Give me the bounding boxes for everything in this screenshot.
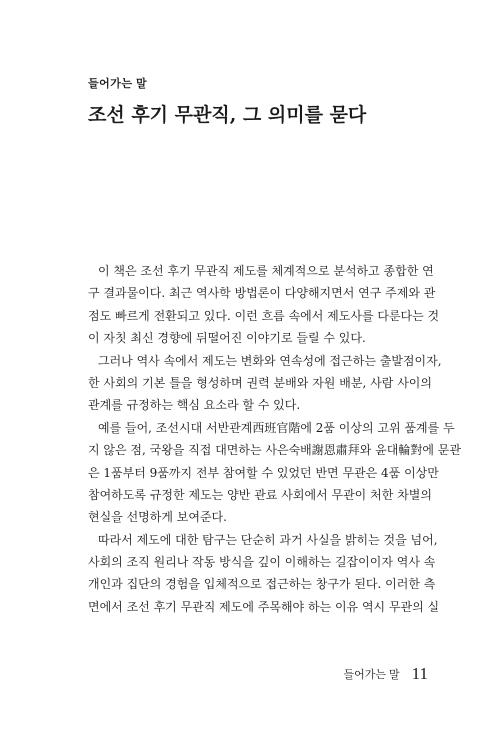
text-line: 면에서 조선 후기 무관직 제도에 주목해야 하는 이유 역시 무관의 실 (88, 599, 440, 614)
text-line: 이 책은 조선 후기 무관직 제도를 체계적으로 분석하고 종합한 연 (98, 264, 434, 278)
paragraph-3 (88, 417, 461, 529)
text-line: 그러나 역사 속에서 제도는 변화와 연속성에 접근하는 출발점이자, (98, 353, 442, 368)
page-footer (343, 664, 428, 684)
text-line: 참여하도록 규정한 제도는 양반 관료 사회에서 무관이 처한 차별의 (88, 487, 432, 502)
text-line: 이 자칫 최신 경향에 뒤떨어진 이야기로 들릴 수 있다. (88, 331, 366, 346)
paragraph-2 (88, 350, 442, 417)
text-line: 따라서 제도에 대한 탐구는 단순히 과거 사실을 밝히는 것을 넘어, (98, 532, 438, 547)
body-text (88, 260, 461, 618)
paragraph-1 (88, 260, 440, 350)
text-line: 개인과 집단의 경험을 입체적으로 접근하는 창구가 된다. 이러한 측 (88, 577, 436, 592)
text-line: 점도 빠르게 전환되고 있다. 이런 흐름 속에서 제도사를 다룬다는 것 (88, 308, 440, 323)
paragraph-4 (88, 529, 440, 619)
running-title: 들어가는 말 (343, 669, 400, 681)
chapter-title: 조선 후기 무관직, 그 의미를 묻다 (88, 104, 367, 126)
text-line: 현실을 선명하게 보여준다. (88, 510, 227, 525)
text-line: 지 않은 점, 국왕을 직접 대면하는 사은숙배謝恩肅拜와 윤대輪對에 문관 (88, 443, 461, 458)
text-line: 예를 들어, 조선시대 서반관계西班官階에 2품 이상의 고위 품계를 두 (98, 420, 455, 435)
text-line: 은 1품부터 9품까지 전부 참여할 수 있었던 반면 무관은 4품 이상만 (88, 465, 439, 480)
page-number: 11 (411, 664, 428, 683)
text-line: 한 사회의 기본 틀을 형성하며 권력 분배와 자원 배분, 사람 사이의 (88, 375, 432, 390)
text-line: 사회의 조직 원리나 작동 방식을 깊이 이해하는 길잡이이자 역사 속 (88, 555, 436, 570)
text-line: 관계를 규정하는 핵심 요소라 할 수 있다. (88, 398, 301, 413)
section-label: 들어가는 말 (88, 78, 148, 90)
text-line: 구 결과물이다. 최근 역사학 방법론이 다양해지면서 연구 주제와 관 (88, 286, 436, 301)
